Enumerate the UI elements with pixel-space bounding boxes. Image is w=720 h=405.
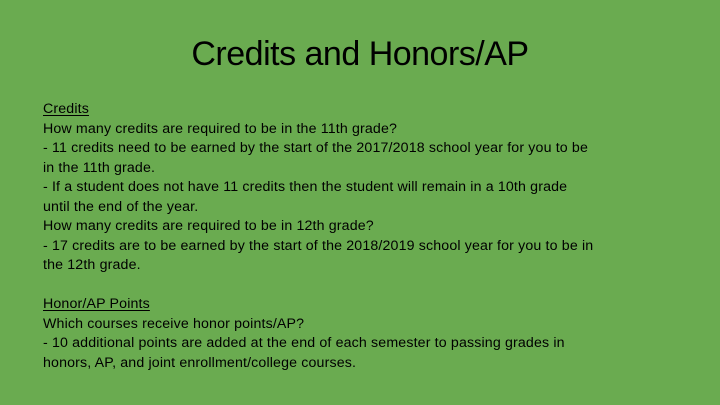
credits-answer-11th-line1: - 11 credits need to be earned by the start of the 2017/2018 school year for you to be bbox=[43, 140, 589, 156]
credits-answer-12th-line1: - 17 credits are to be earned by the start of the 2018/2019 school year for you to be in bbox=[43, 237, 594, 254]
credits-remain-10th-line2: until the end of the year. bbox=[43, 198, 199, 215]
credits-remain-10th-line1: - If a student does not have 11 credits then the student will remain in a 10th grade bbox=[43, 179, 568, 195]
credits-answer-12th-line2: the 12th grade. bbox=[43, 257, 141, 273]
honors-heading: Honor/AP Points bbox=[43, 296, 150, 312]
slide-title: Credits and Honors/AP bbox=[191, 35, 529, 73]
credits-answer-11th-line2: in the 11th grade. bbox=[43, 159, 156, 176]
credits-heading: Credits bbox=[43, 101, 89, 117]
honors-answer-line2: honors, AP, and joint enrollment/college courses. bbox=[43, 354, 357, 371]
credits-question-12th: How many credits are required to be in 12th grade? bbox=[43, 218, 374, 234]
honors-question: Which courses receive honor points/AP? bbox=[43, 315, 305, 332]
honors-answer-line1: - 10 additional points are added at the end of each semester to passing grades in bbox=[43, 335, 565, 351]
credits-section bbox=[43, 100, 683, 276]
slide-body bbox=[43, 100, 683, 373]
honors-section bbox=[43, 295, 683, 373]
credits-question-11th: How many credits are required to be in the 11th grade? bbox=[43, 120, 398, 137]
